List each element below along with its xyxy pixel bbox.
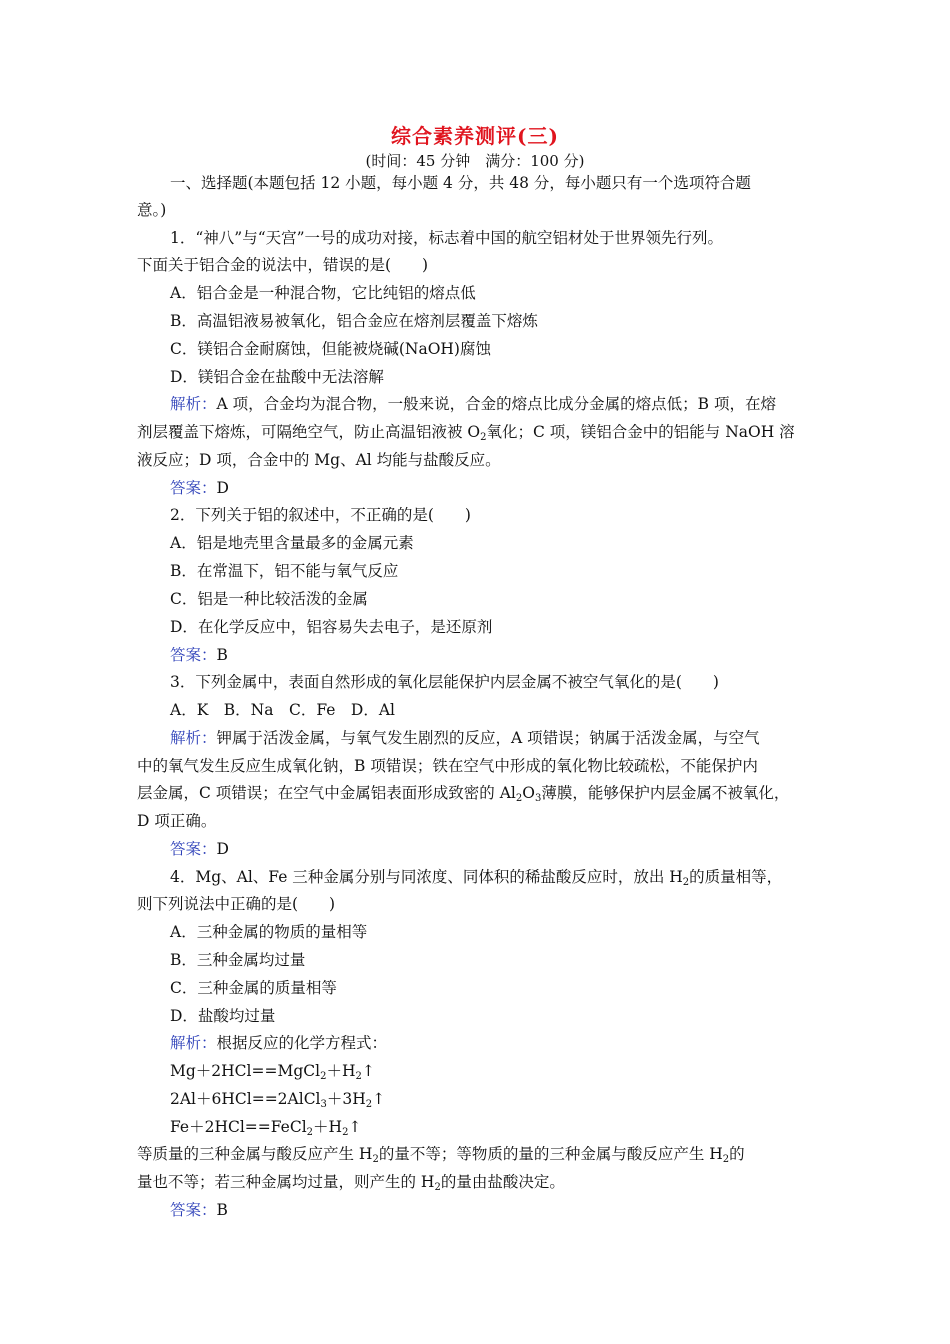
q4-conclusion-line2 [137, 1171, 565, 1193]
subscript: 3 [534, 793, 542, 804]
subscript: 2 [355, 1071, 362, 1082]
q1-answer [170, 477, 229, 499]
equation-text: ＋H [326, 1062, 356, 1080]
q3-analysis-text: O [522, 784, 535, 802]
section-heading-line1: 一、选择题(本题包括 12 小题，每小题 4 分，共 48 分，每小题只有一个选项符合题 [170, 174, 751, 192]
section-heading-line2: 意。) [137, 201, 167, 219]
q4-analysis-text: 根据反应的化学方程式： [216, 1034, 388, 1052]
q3-answer [170, 838, 229, 860]
q1-option-d: D．镁铝合金在盐酸中无法溶解 [170, 368, 384, 386]
answer-label: 答案： [170, 840, 217, 858]
q4-equation-3 [170, 1116, 361, 1138]
answer-label: 答案： [170, 479, 217, 497]
q4-answer [170, 1199, 228, 1221]
q1-option-c: C．镁铝合金耐腐蚀，但能被烧碱(NaOH)腐蚀 [170, 340, 491, 358]
analysis-label: 解析： [170, 729, 217, 747]
subscript: 2 [722, 1154, 730, 1165]
q4-equation-2 [170, 1088, 385, 1110]
q2-option-d: D．在化学反应中，铝容易失去电子，是还原剂 [170, 618, 493, 636]
q4-equation-1 [170, 1060, 375, 1082]
subscript: 2 [365, 1099, 373, 1110]
q1-option-a: A．铝合金是一种混合物，它比纯铝的熔点低 [170, 284, 476, 302]
q2-option-b: B．在常温下，铝不能与氧气反应 [170, 562, 399, 580]
q4-stem-line1 [170, 866, 782, 888]
equation-text: 2Al＋6HCl==2AlCl [170, 1090, 321, 1108]
q4-option-b: B．三种金属均过量 [170, 951, 306, 969]
gas-arrow-icon: ↑ [372, 1090, 386, 1108]
q4-conclusion-text: 的量不等；等物质的量的三种金属与酸反应产生 H [378, 1145, 723, 1163]
q1-analysis-text: 剂层覆盖下熔炼，可隔绝空气，防止高温铝液被 O [137, 423, 481, 441]
gas-arrow-icon: ↑ [361, 1062, 375, 1080]
answer-label: 答案： [170, 1201, 217, 1219]
q4-stem-text: 的质量相等， [689, 868, 783, 886]
answer-label: 答案： [170, 646, 217, 664]
q2-answer-value: B [216, 646, 228, 664]
q3-analysis-text: 层金属，C 项错误；在空气中金属铝表面形成致密的 Al [137, 784, 516, 802]
equation-text: Fe＋2HCl==FeCl [170, 1118, 307, 1136]
subscript: 2 [682, 877, 690, 888]
q4-analysis-intro [170, 1032, 387, 1054]
q4-stem-line2: 则下列说法中正确的是( ) [137, 895, 336, 913]
q3-analysis-line1 [170, 727, 760, 749]
subscript: 2 [306, 1127, 314, 1138]
q4-conclusion-text: 等质量的三种金属与酸反应产生 H [137, 1145, 373, 1163]
q4-stem-text: 4．Mg、Al、Fe 三种金属分别与同浓度、同体积的稀盐酸反应时，放出 H [170, 868, 683, 886]
subscript: 2 [434, 1182, 441, 1193]
q1-analysis-line3: 液反应；D 项，合金中的 Mg、Al 均能与盐酸反应。 [137, 451, 501, 469]
subscript: 3 [320, 1099, 327, 1110]
q4-conclusion-text: 量也不等；若三种金属均过量，则产生的 H [137, 1173, 435, 1191]
equation-text: ＋H [313, 1118, 343, 1136]
q3-answer-value: D [216, 840, 229, 858]
page-title: 综合素养测评(三) [391, 124, 559, 148]
subscript: 2 [480, 432, 487, 443]
q1-answer-value: D [216, 479, 229, 497]
q4-answer-value: B [216, 1201, 228, 1219]
q4-conclusion-text: 的 [729, 1145, 745, 1163]
q4-option-a: A．三种金属的物质的量相等 [170, 923, 368, 941]
q4-option-c: C．三种金属的质量相等 [170, 979, 337, 997]
equation-text: ＋3H [326, 1090, 366, 1108]
gas-arrow-icon: ↑ [348, 1118, 362, 1136]
q1-analysis-text: 氧化；C 项，镁铝合金中的铝能与 NaOH 溶 [486, 423, 795, 441]
q2-option-a: A．铝是地壳里含量最多的金属元素 [170, 534, 414, 552]
q1-option-b: B．高温铝液易被氧化，铝合金应在熔剂层覆盖下熔炼 [170, 312, 538, 330]
q1-stem-line2: 下面关于铝合金的说法中，错误的是( ) [137, 256, 429, 274]
equation-text: Mg＋2HCl==MgCl [170, 1062, 321, 1080]
q2-stem: 2．下列关于铝的叙述中，不正确的是( ) [170, 506, 471, 524]
q3-analysis-line2: 中的氧气发生反应生成氧化钠，B 项错误；铁在空气中形成的氧化物比较疏松，不能保护内 [137, 757, 758, 775]
analysis-label: 解析： [170, 1034, 217, 1052]
subscript: 2 [320, 1071, 327, 1082]
analysis-label: 解析： [170, 395, 217, 413]
q2-answer [170, 644, 228, 666]
q1-analysis-line1 [170, 393, 776, 415]
page-subtitle: (时间：45 分钟 满分：100 分) [365, 152, 585, 170]
q2-option-c: C．铝是一种比较活泼的金属 [170, 590, 368, 608]
q3-analysis-text: 薄膜，能够保护内层金属不被氧化， [541, 784, 790, 802]
q1-analysis-line2 [137, 421, 795, 443]
q4-conclusion-line1 [137, 1143, 745, 1165]
q1-analysis-text: A 项，合金均为混合物，一般来说，合金的熔点比成分金属的熔点低；B 项，在熔 [216, 395, 776, 413]
q3-stem: 3．下列金属中，表面自然形成的氧化层能保护内层金属不被空气氧化的是( ) [170, 673, 719, 691]
q3-analysis-line4: D 项正确。 [137, 812, 217, 830]
subscript: 2 [372, 1154, 379, 1165]
subscript: 2 [515, 793, 523, 804]
q3-options: A．K B．Na C．Fe D．Al [170, 701, 395, 719]
q3-analysis-line3 [137, 782, 789, 804]
q3-analysis-text: 钾属于活泼金属，与氧气发生剧烈的反应，A 项错误；钠属于活泼金属，与空气 [216, 729, 760, 747]
q1-stem-line1: 1．“神八”与“天宫”一号的成功对接，标志着中国的航空铝材处于世界领先行列。 [170, 229, 724, 247]
q4-conclusion-text: 的量由盐酸决定。 [440, 1173, 565, 1191]
q4-option-d: D．盐酸均过量 [170, 1007, 276, 1025]
subscript: 2 [342, 1127, 349, 1138]
